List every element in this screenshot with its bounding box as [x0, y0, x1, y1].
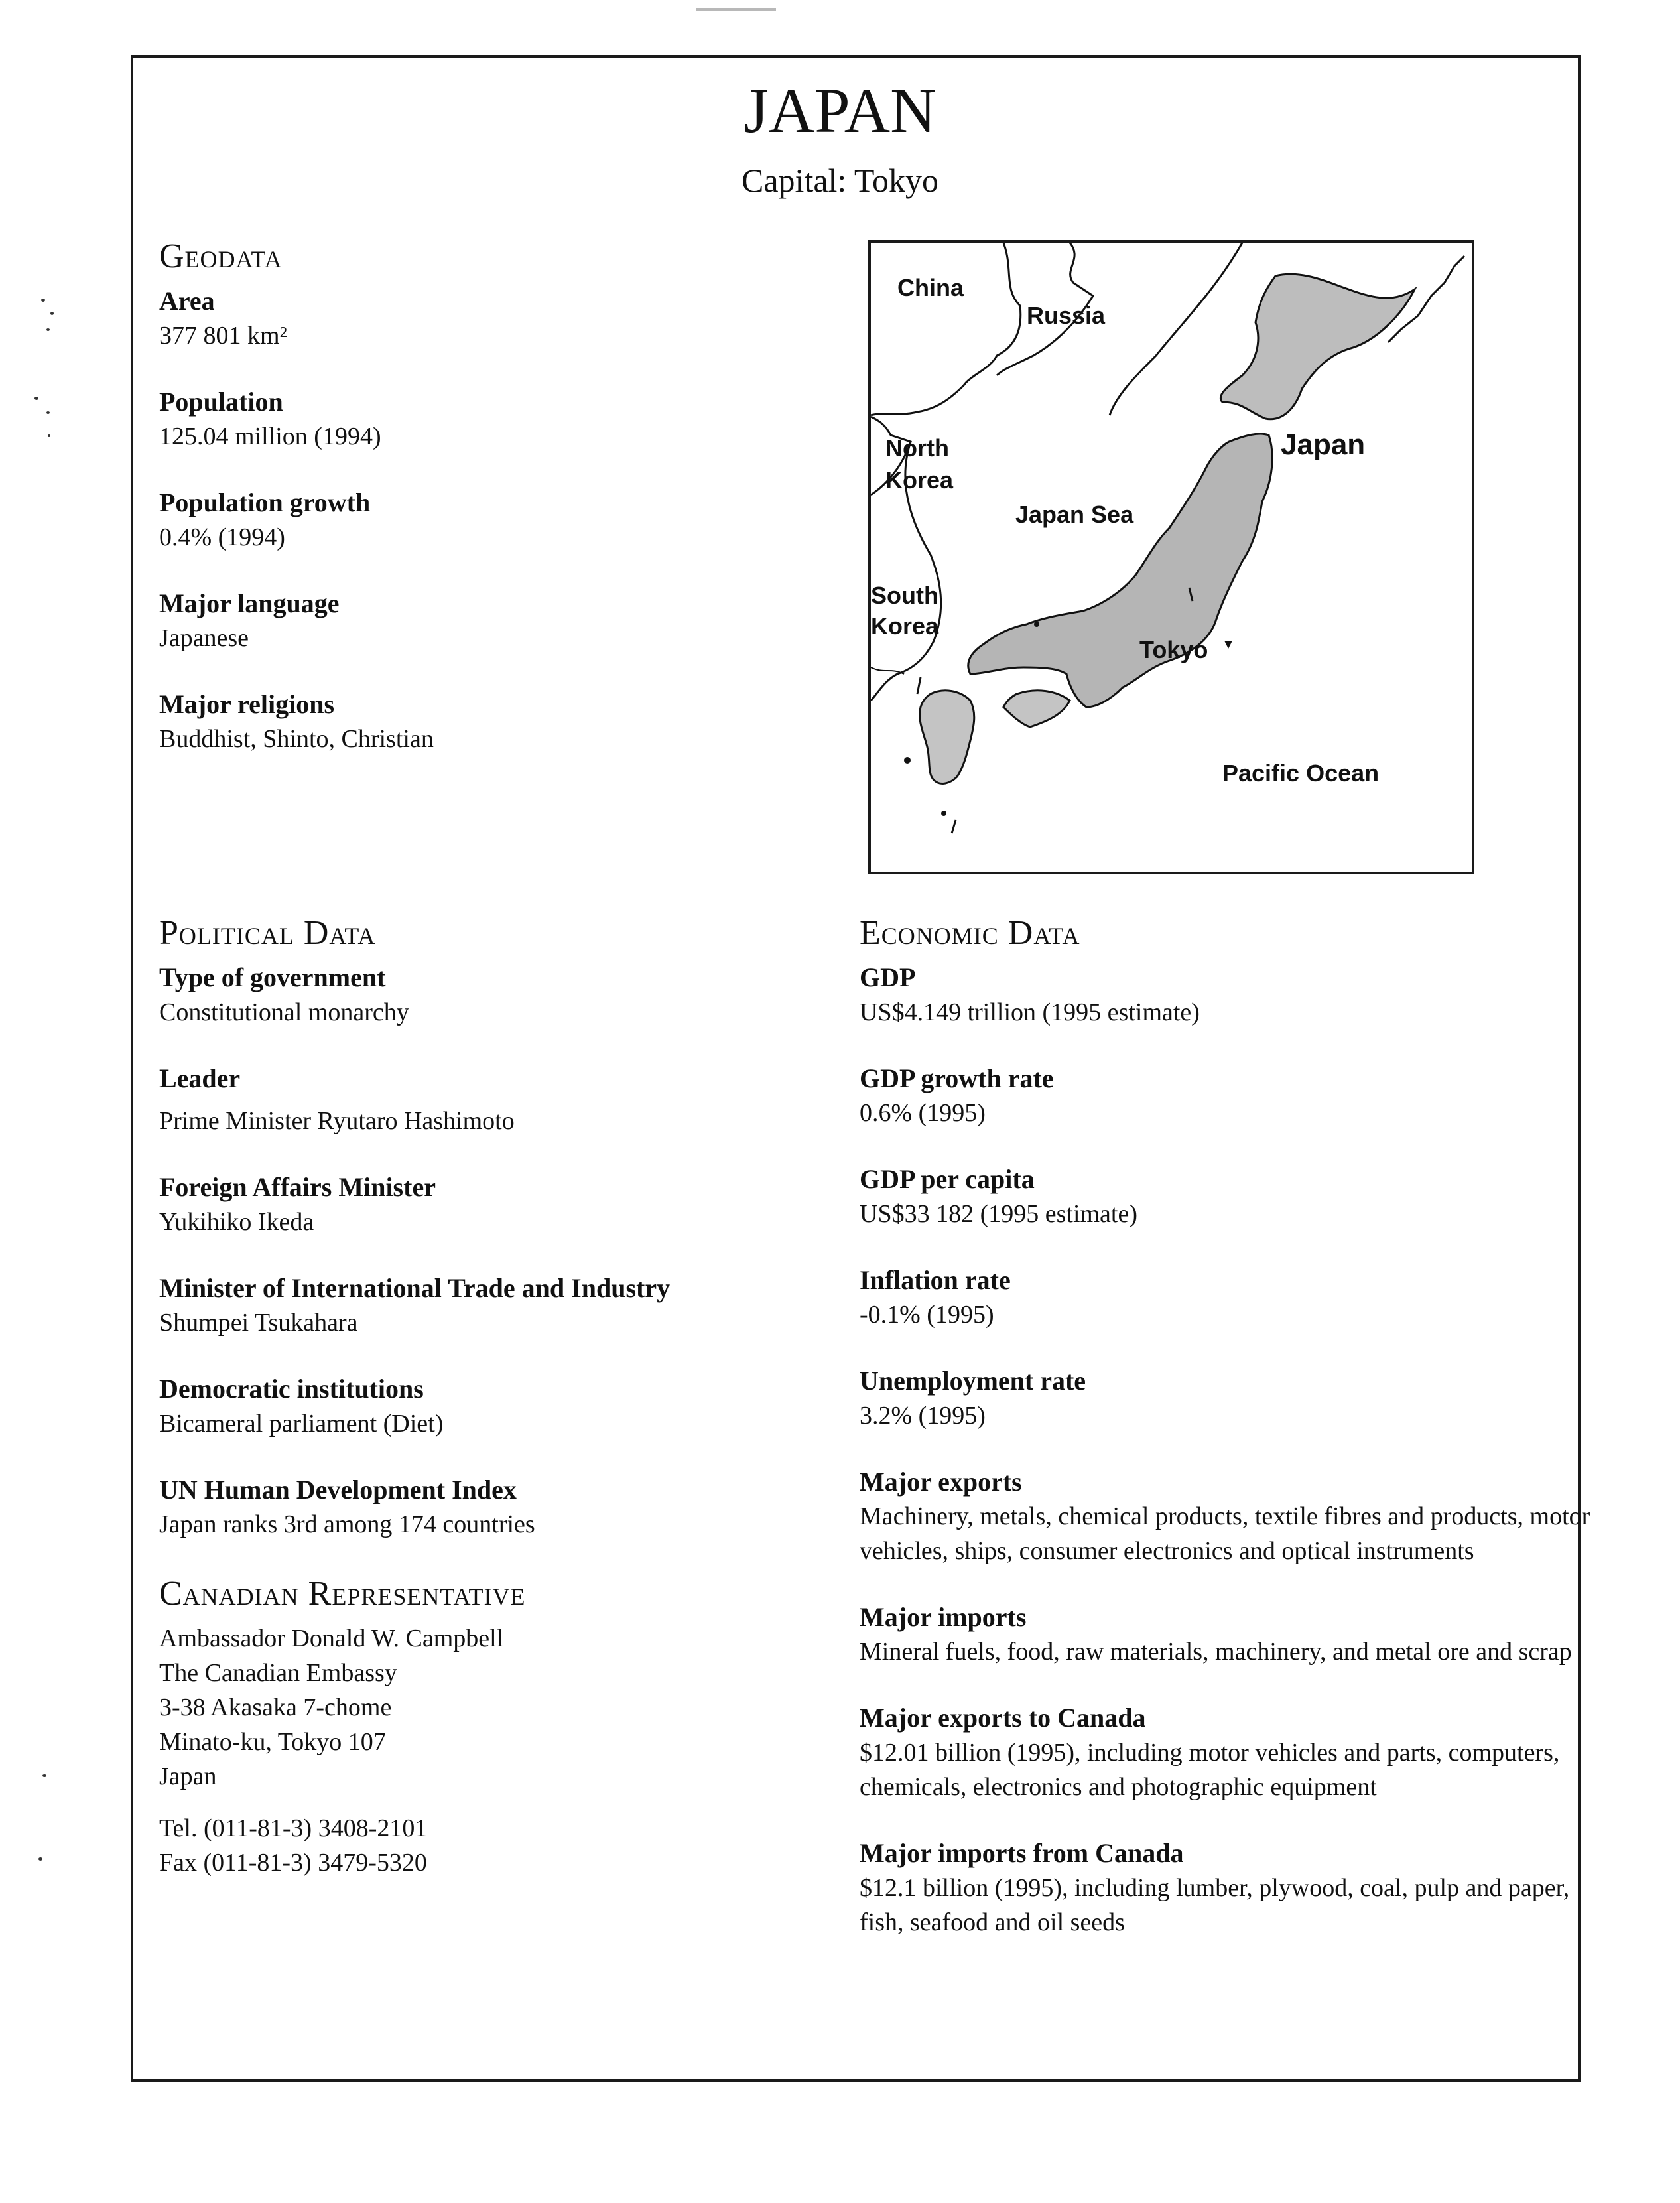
field-label: Democratic institutions: [159, 1374, 424, 1404]
field-label: Major religions: [159, 689, 335, 719]
scan-speck: [46, 411, 50, 414]
map-label-tokyo: Tokyo: [1139, 636, 1208, 663]
shikoku: [1003, 691, 1070, 727]
political-field: [159, 1061, 822, 1138]
field-label: Area: [159, 286, 215, 316]
field-value: Japan ranks 3rd among 174 countries: [159, 1510, 535, 1538]
economic-field: [860, 1162, 1596, 1231]
field-value: Mineral fuels, food, raw materials, machinery, and metal ore and scrap: [860, 1638, 1572, 1666]
map-label-pacific-ocean: Pacific Ocean: [1222, 760, 1380, 787]
economic-field: [860, 1364, 1596, 1433]
kyushu: [920, 691, 974, 784]
field-label: Leader: [159, 1063, 241, 1093]
address-line: Japan: [159, 1763, 217, 1790]
geodata-field: [159, 586, 796, 655]
field-label: GDP: [860, 963, 916, 992]
economic-field: [860, 1465, 1596, 1568]
field-value: Yukihiko Ikeda: [159, 1208, 314, 1236]
map-label-china: China: [897, 274, 964, 301]
field-label: GDP per capita: [860, 1164, 1035, 1194]
scan-speck: [41, 299, 45, 302]
field-label: UN Human Development Index: [159, 1475, 517, 1504]
scan-speck: [38, 1857, 42, 1861]
field-value: -0.1% (1995): [860, 1301, 994, 1329]
field-value: 377 801 km²: [159, 322, 287, 350]
address-line: Minato-ku, Tokyo 107: [159, 1728, 386, 1756]
scan-speck: [34, 397, 38, 400]
scan-speck: [696, 8, 776, 11]
political-field: [159, 1271, 822, 1340]
economic-field: [860, 1061, 1596, 1130]
economic-field: [860, 1836, 1596, 1940]
china-border: [871, 243, 1021, 415]
field-value: US$33 182 (1995 estimate): [860, 1200, 1138, 1228]
field-label: Foreign Affairs Minister: [159, 1172, 436, 1202]
scan-speck: [50, 312, 54, 315]
field-value: $12.1 billion (1995), including lumber, plywood, coal, pulp and paper, fish, seafood and oil seeds: [860, 1874, 1570, 1936]
field-value: US$4.149 trillion (1995 estimate): [860, 998, 1200, 1026]
economic-field: [860, 1600, 1596, 1669]
economic-heading: Economic Data: [860, 914, 1080, 952]
field-label: Major language: [159, 588, 340, 618]
economic-field: [860, 961, 1596, 1030]
field-value: 0.4% (1994): [159, 523, 285, 551]
field-value: Shumpei Tsukahara: [159, 1309, 358, 1337]
island: [904, 757, 911, 764]
field-value: 125.04 million (1994): [159, 423, 381, 450]
map-label-japan-sea: Japan Sea: [1015, 501, 1134, 528]
hokkaido: [1220, 274, 1415, 419]
map-label-japan: Japan: [1281, 429, 1366, 461]
scan-speck: [46, 328, 50, 331]
scan-speck: [42, 1774, 46, 1777]
geodata-field: [159, 385, 796, 454]
map-graphic: [871, 243, 1472, 872]
field-label: Unemployment rate: [860, 1366, 1086, 1396]
telephone: Tel. (011-81-3) 3408-2101: [159, 1814, 428, 1842]
representative-section: [159, 1573, 822, 1880]
field-label: Major exports: [860, 1467, 1022, 1497]
representative-contact: [159, 1811, 822, 1880]
field-value: Prime Minister Ryutaro Hashimoto: [159, 1107, 515, 1135]
field-value: Machinery, metals, chemical products, textile fibres and products, motor vehicles, ships, consumer electronics and optical instruments: [860, 1502, 1590, 1565]
geodata-section: [159, 236, 796, 788]
japan-map: [868, 240, 1474, 874]
address-line: Ambassador Donald W. Campbell: [159, 1625, 504, 1652]
island: [1034, 622, 1039, 627]
field-value: Constitutional monarchy: [159, 998, 409, 1026]
field-label: Type of government: [159, 963, 386, 992]
representative-address: [159, 1621, 822, 1794]
field-label: Population growth: [159, 488, 371, 517]
field-value: Buddhist, Shinto, Christian: [159, 725, 434, 753]
address-line: The Canadian Embassy: [159, 1659, 397, 1687]
representative-heading: Canadian Representative: [159, 1575, 526, 1613]
field-value: Bicameral parliament (Diet): [159, 1410, 444, 1437]
field-label: Major imports: [860, 1602, 1027, 1632]
economic-section: [860, 913, 1596, 1971]
field-label: GDP growth rate: [860, 1063, 1054, 1093]
island: [917, 677, 921, 694]
economic-field: [860, 1263, 1596, 1332]
fax: Fax (011-81-3) 3479-5320: [159, 1849, 427, 1877]
address-line: 3-38 Akasaka 7-chome: [159, 1694, 392, 1721]
capital-subtitle: Capital: Tokyo: [742, 162, 938, 199]
field-label: Major imports from Canada: [860, 1838, 1184, 1868]
map-label-south-korea: Korea: [871, 612, 939, 639]
geodata-field: [159, 486, 796, 555]
island: [941, 811, 946, 816]
political-field: [159, 1372, 822, 1441]
tokyo-marker-icon: [1224, 641, 1232, 649]
political-field: [159, 1170, 822, 1239]
map-label-russia: Russia: [1027, 302, 1106, 329]
field-value: 3.2% (1995): [860, 1402, 986, 1430]
page-title: JAPAN: [743, 75, 937, 146]
political-field: [159, 961, 822, 1030]
political-section: [159, 913, 822, 1880]
field-value: Japanese: [159, 624, 249, 652]
economic-field: [860, 1701, 1596, 1804]
field-label: Minister of International Trade and Industry: [159, 1273, 671, 1303]
map-label-north-korea: Korea: [885, 466, 954, 494]
scan-speck: [48, 434, 50, 437]
field-value: $12.01 billion (1995), including motor vehicles and parts, computers, chemicals, electronics and photographic equipment: [860, 1739, 1560, 1801]
political-heading: Political Data: [159, 914, 376, 952]
field-label: Inflation rate: [860, 1265, 1011, 1295]
political-field: [159, 1473, 822, 1542]
field-label: Major exports to Canada: [860, 1703, 1146, 1733]
island: [952, 820, 956, 833]
map-label-south-korea: South: [871, 582, 938, 609]
geodata-field: [159, 687, 796, 756]
field-label: Population: [159, 387, 283, 417]
russia-coast: [1110, 243, 1242, 415]
map-label-north-korea: North: [885, 434, 949, 462]
field-value: 0.6% (1995): [860, 1099, 986, 1127]
geodata-heading: Geodata: [159, 237, 283, 275]
geodata-field: [159, 284, 796, 353]
honshu: [968, 434, 1272, 707]
